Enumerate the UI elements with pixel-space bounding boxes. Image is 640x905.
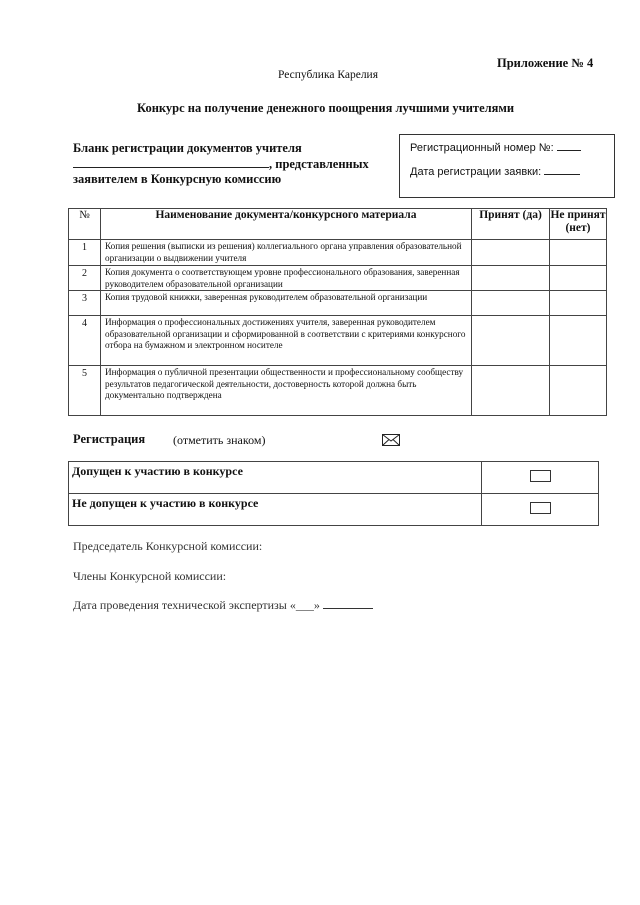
expertise-date-blank[interactable] bbox=[323, 598, 373, 609]
contest-title: Конкурс на получение денежного поощрения лучшими учителями bbox=[137, 101, 515, 115]
row-accepted-cell[interactable] bbox=[472, 316, 550, 366]
row-num: 3 bbox=[69, 291, 101, 316]
teacher-name-blank[interactable] bbox=[73, 156, 269, 168]
row-not-accepted-cell[interactable] bbox=[550, 266, 607, 291]
not-admitted-checkbox-cell bbox=[482, 494, 599, 526]
registration-date-label: Дата регистрации заявки: bbox=[410, 166, 542, 178]
republic-name: Республика Карелия bbox=[278, 69, 379, 81]
row-accepted-cell[interactable] bbox=[472, 366, 550, 416]
row-not-accepted-cell[interactable] bbox=[550, 366, 607, 416]
row-accepted-cell[interactable] bbox=[472, 266, 550, 291]
registration-number-label: Регистрационный номер №: bbox=[410, 142, 554, 154]
form-title-line3: заявителем в Конкурсную комиссию bbox=[73, 172, 282, 186]
not-admitted-checkbox[interactable] bbox=[530, 502, 551, 514]
form-title-line2 bbox=[73, 156, 393, 172]
documents-table bbox=[68, 208, 607, 416]
header-accepted: Принят (да) bbox=[472, 209, 550, 240]
table-row bbox=[69, 366, 607, 416]
row-document-name: Копия решения (выписки из решения) коллегиального органа управления образовательной организации о выдвижении учителя bbox=[101, 240, 472, 266]
row-num: 4 bbox=[69, 316, 101, 366]
row-document-name: Информация о публичной презентации общественности и профессиональному сообществу результатов педагогической деятельности, достоверность которой должна быть документально подтверждена bbox=[101, 366, 472, 416]
chairman-signature-line: Председатель Конкурсной комиссии: bbox=[73, 539, 263, 553]
table-row bbox=[69, 316, 607, 366]
registration-number-blank[interactable] bbox=[557, 140, 581, 151]
registration-label: Регистрация bbox=[73, 432, 146, 446]
row-not-accepted-cell[interactable] bbox=[550, 316, 607, 366]
row-document-name: Копия трудовой книжки, заверенная руководителем образовательной организации bbox=[101, 291, 472, 316]
form-title-line2-suffix: , представленных bbox=[269, 157, 369, 171]
table-row bbox=[69, 266, 607, 291]
table-row bbox=[69, 291, 607, 316]
row-not-accepted-cell[interactable] bbox=[550, 291, 607, 316]
not-admitted-label: Не допущен к участию в конкурсе bbox=[69, 494, 482, 526]
row-num: 5 bbox=[69, 366, 101, 416]
admitted-checkbox[interactable] bbox=[530, 470, 551, 482]
admitted-row bbox=[69, 462, 599, 494]
row-accepted-cell[interactable] bbox=[472, 240, 550, 266]
row-accepted-cell[interactable] bbox=[472, 291, 550, 316]
admission-table bbox=[68, 461, 599, 526]
registration-number-row bbox=[410, 140, 581, 154]
registration-box bbox=[399, 134, 615, 198]
row-num: 1 bbox=[69, 240, 101, 266]
form-title-line1: Бланк регистрации документов учителя bbox=[73, 141, 302, 155]
form-title bbox=[73, 141, 393, 187]
header-not-accepted: Не принят (нет) bbox=[550, 209, 607, 240]
registration-date-row bbox=[410, 164, 580, 178]
admitted-label: Допущен к участию в конкурсе bbox=[69, 462, 482, 494]
envelope-icon[interactable] bbox=[382, 434, 400, 446]
row-document-name: Информация о профессиональных достижениях учителя, заверенная руководителем образовательной организации и сформированной в соответствии с критериями конкурсного отбора на бумажном и электронном носителе bbox=[101, 316, 472, 366]
row-document-name: Копия документа о соответствующем уровне профессионального образования, заверенная руководителем образовательной организации bbox=[101, 266, 472, 291]
registration-date-blank[interactable] bbox=[544, 164, 580, 175]
not-admitted-row bbox=[69, 494, 599, 526]
appendix-number: Приложение № 4 bbox=[497, 56, 594, 70]
table-row bbox=[69, 240, 607, 266]
expertise-date-label: Дата проведения технической экспертизы «___» bbox=[73, 598, 320, 612]
header-num: № bbox=[69, 209, 101, 240]
row-not-accepted-cell[interactable] bbox=[550, 240, 607, 266]
admitted-checkbox-cell bbox=[482, 462, 599, 494]
row-num: 2 bbox=[69, 266, 101, 291]
registration-mark-hint: (отметить знаком) bbox=[173, 433, 266, 447]
expertise-date-line bbox=[73, 598, 373, 613]
header-document-name: Наименование документа/конкурсного материала bbox=[101, 209, 472, 240]
members-signature-line: Члены Конкурсной комиссии: bbox=[73, 569, 227, 583]
